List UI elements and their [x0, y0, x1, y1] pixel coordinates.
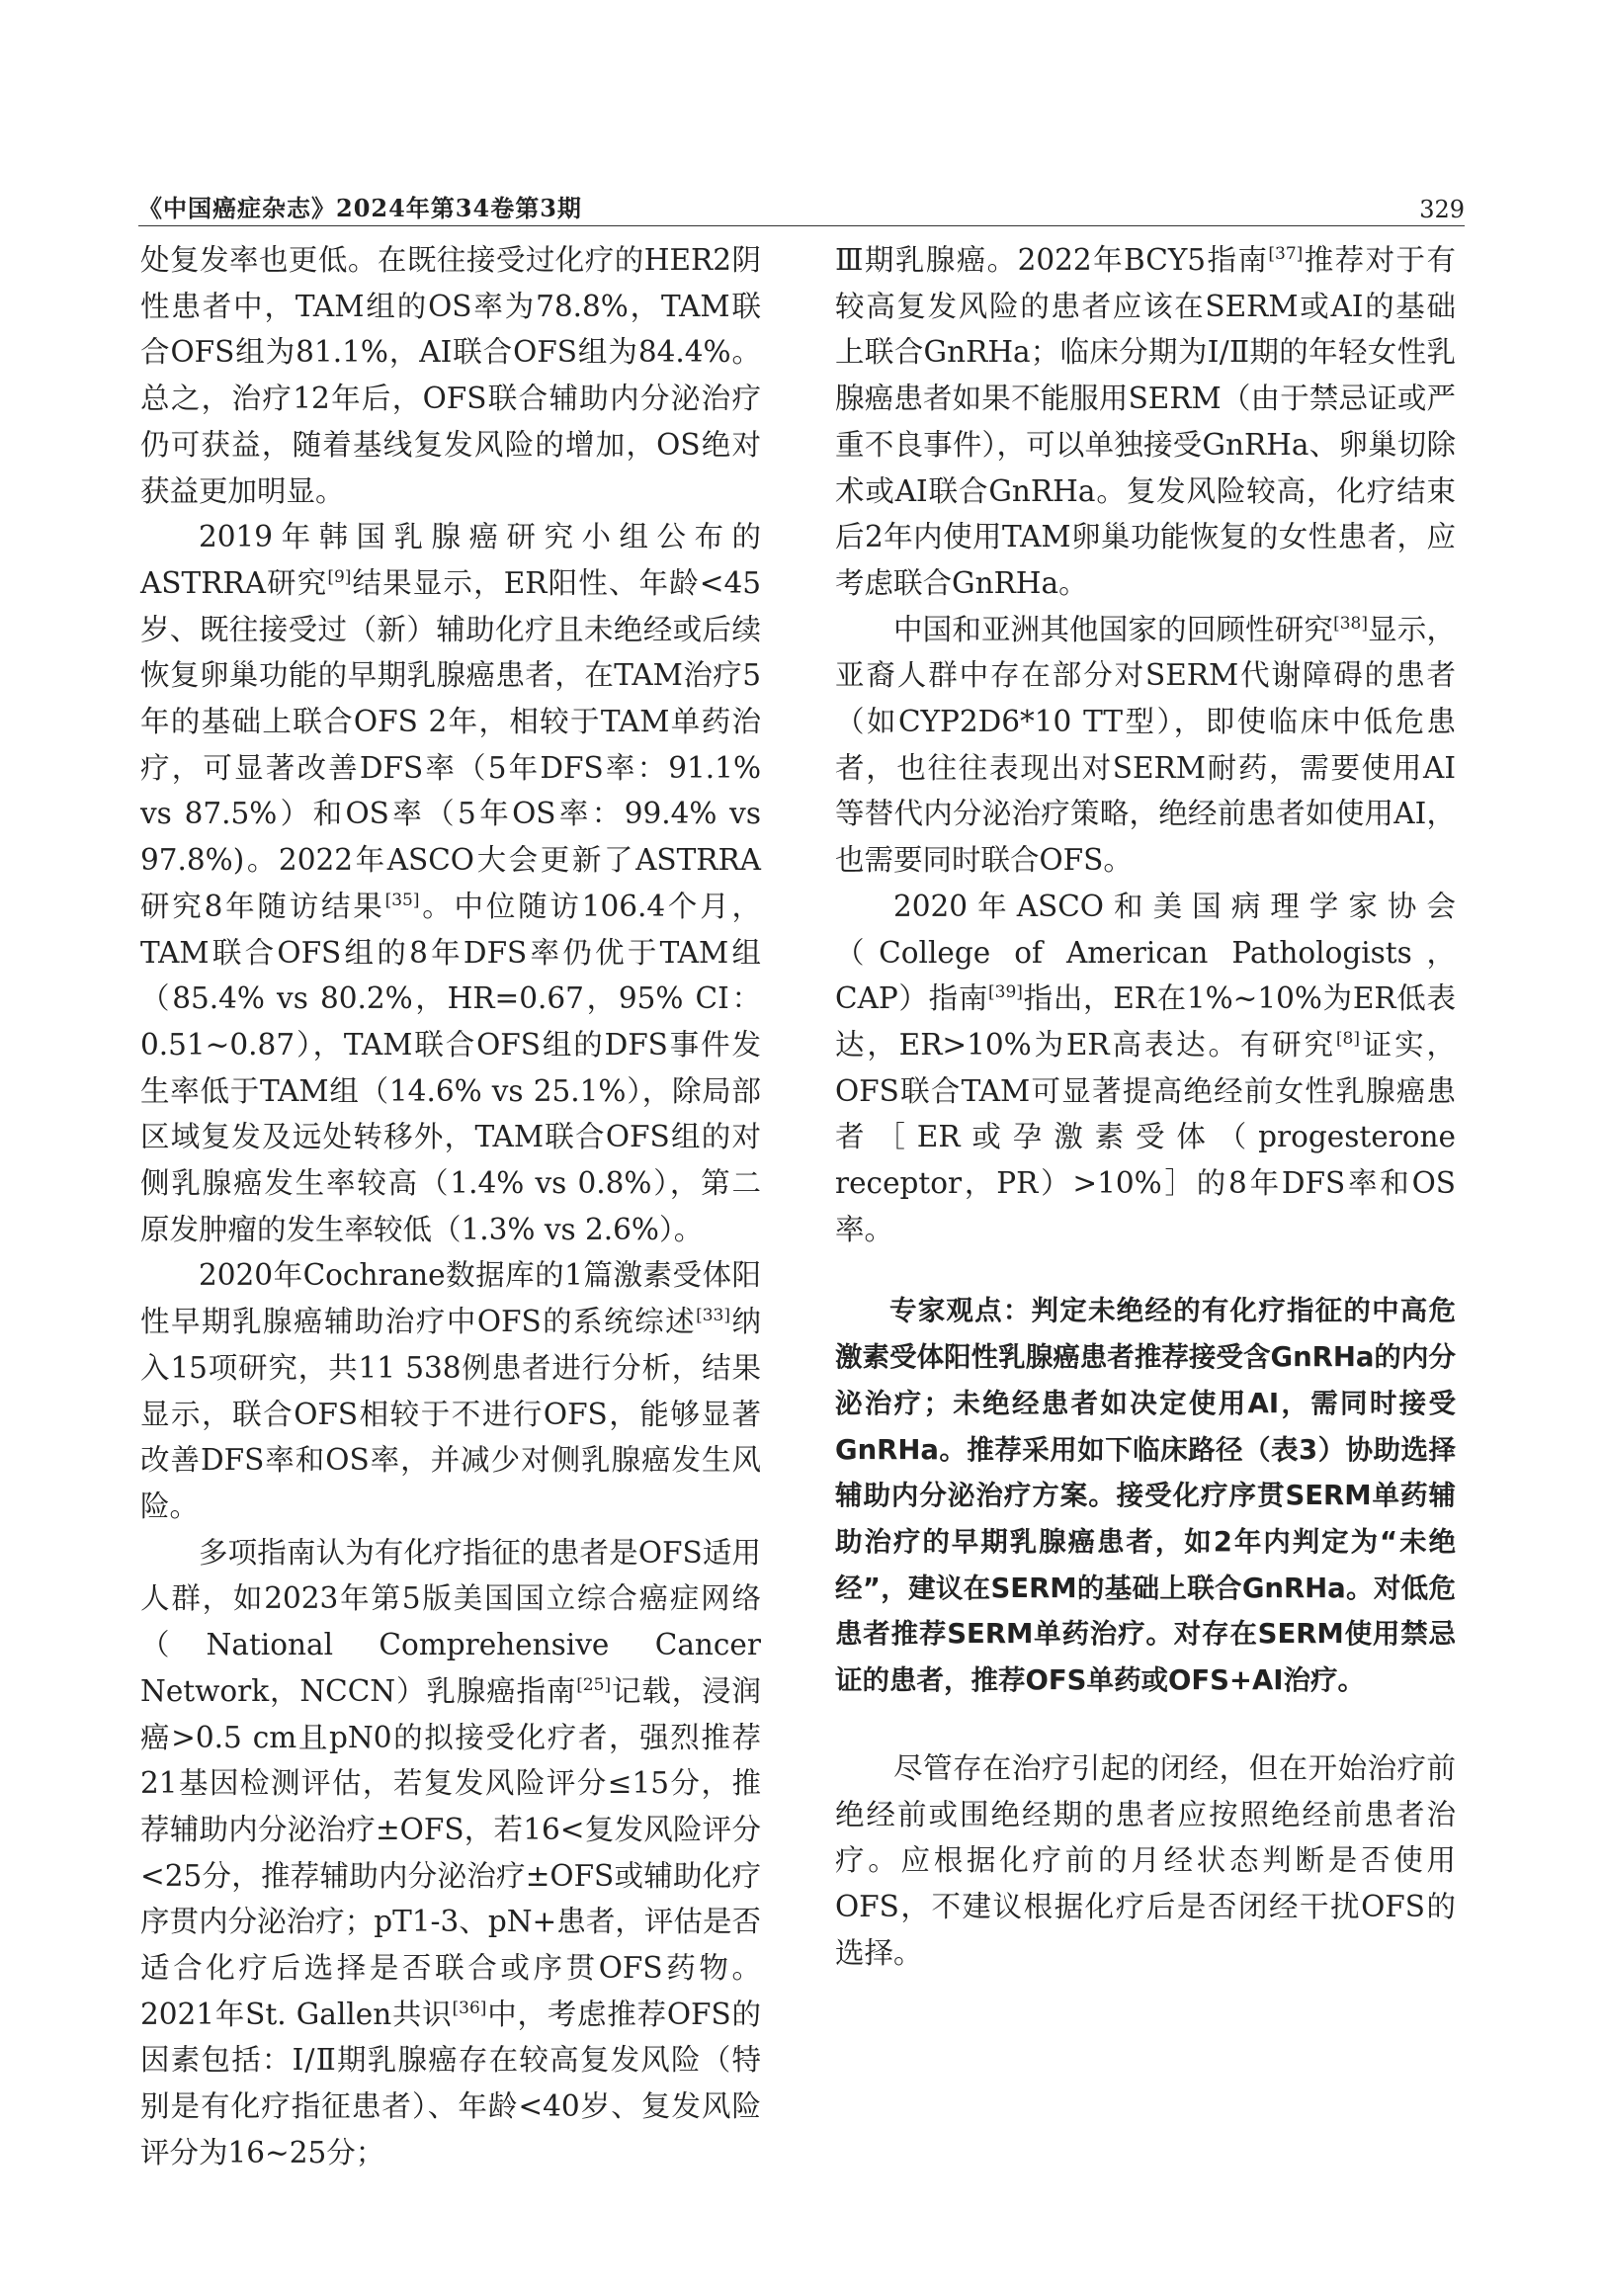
citation-ref: [25]	[576, 1674, 612, 1695]
paragraph-text: 中，考虑推荐OFS的因素包括：Ⅰ/Ⅱ期乳腺癌存在较高复发风险（特别是有化疗指征患者）、年龄<40岁、复发风险评分为16~25分；	[140, 1997, 761, 2169]
paragraph-text: 中国和亚洲其他国家的回顾性研究	[893, 612, 1334, 646]
body-paragraph	[835, 1745, 1456, 1977]
paragraph-text: 2020年Cochrane数据库的1篇激素受体阳性早期乳腺癌辅助治疗中OFS的系统综述	[140, 1258, 761, 1339]
paragraph-text: 推荐对于有较高复发风险的患者应该在SERM或AI的基础上联合GnRHa；临床分期为Ⅰ/Ⅱ期的年轻女性乳腺癌患者如果不能服用SERM（由于禁忌证或严重不良事件），可以单独接受GnRHa、卵巢切除术或AI联合GnRHa。复发风险较高，化疗结束后2年内使用TAM卵巢功能恢复的女性患者，应考虑联合GnRHa。	[835, 243, 1456, 600]
paragraph-gap	[835, 1704, 1456, 1745]
citation-ref: [36]	[452, 1998, 487, 2018]
body-paragraph	[835, 607, 1456, 884]
body-paragraph	[835, 884, 1456, 1253]
paragraph-text: 。中位随访106.4个月，TAM联合OFS组的8年DFS率仍优于TAM组（85.4% vs 80.2%，HR=0.67，95% CI：0.51~0.87），TAM联合OFS组的DFS事件发生率低于TAM组（14.6% vs 25.1%），除局部区域复发及远处转移外，TAM联合OFS组的对侧乳腺癌发生率较高（1.4% vs 0.8%），第二原发肿瘤的发生率较低（1.3% vs 2.6%）。	[140, 889, 761, 1246]
citation-ref: [37]	[1268, 244, 1304, 264]
paragraph-text: 多项指南认为有化疗指征的患者是OFS适用人群，如2023年第5版美国国立综合癌症网络（National Comprehensive Cancer Network，NCCN）乳腺癌指南	[140, 1535, 761, 1708]
expert-opinion-paragraph	[835, 1288, 1456, 1703]
header-divider	[138, 225, 1465, 226]
paragraph-text: Ⅲ期乳腺癌。2022年BCY5指南	[835, 243, 1269, 277]
paragraph-text: 记载，浸润癌>0.5 cm且pN0的拟接受化疗者，强烈推荐21基因检测评估，若复发风险评分≤15分，推荐辅助内分泌治疗±OFS，若16<复发风险评分<25分，推荐辅助内分泌治疗±OFS或辅助化疗序贯内分泌治疗；pT1-3、pN+患者，评估是否适合化疗后选择是否联合或序贯OFS药物。2021年St. Gallen共识	[140, 1673, 761, 2031]
body-paragraph	[140, 1530, 761, 2176]
paragraph-text: 专家观点：判定未绝经的有化疗指征的中高危激素受体阳性乳腺癌患者推荐接受含GnRHa的内分泌治疗；未绝经患者如决定使用AI，需同时接受GnRHa。推荐采用如下临床路径（表3）协助选择辅助内分泌治疗方案。接受化疗序贯SERM单药辅助治疗的早期乳腺癌患者，如2年内判定为“未绝经”，建议在SERM的基础上联合GnRHa。对低危患者推荐SERM单药治疗。对存在SERM使用禁忌证的患者，推荐OFS单药或OFS+AI治疗。	[835, 1295, 1456, 1697]
body-paragraph	[140, 514, 761, 1252]
body-paragraph	[140, 237, 761, 514]
body-paragraph	[835, 237, 1456, 607]
paragraph-text: 指出，ER在1%~10%为ER低表达，ER>10%为ER高表达。有研究	[835, 981, 1457, 1062]
citation-ref: [33]	[696, 1306, 730, 1326]
paragraph-text: 处复发率也更低。在既往接受过化疗的HER2阴性患者中，TAM组的OS率为78.8%，TAM联合OFS组为81.1%，AI联合OFS组为84.4%。总之，治疗12年后，OFS联合辅助内分泌治疗仍可获益，随着基线复发风险的增加，OS绝对获益更加明显。	[140, 243, 761, 508]
citation-ref: [8]	[1335, 1028, 1360, 1049]
paragraph-text: 结果显示，ER阳性、年龄<45岁、既往接受过（新）辅助化疗且未绝经或后续恢复卵巢功能的早期乳腺癌患者，在TAM治疗5年的基础上联合OFS 2年，相较于TAM单药治疗，可显著改善DFS率（5年DFS率：91.1% vs 87.5%）和OS率（5年OS率：99.4% vs 97.8%)。2022年ASCO大会更新了ASTRRA研究8年随访结果	[140, 565, 761, 923]
paragraph-text: 显示，亚裔人群中存在部分对SERM代谢障碍的患者（如CYP2D6*10 TT型），即使临床中低危患者，也往往表现出对SERM耐药，需要使用AI等替代内分泌治疗策略，绝经前患者如使用AI，也需要同时联合OFS。	[835, 612, 1456, 878]
paragraph-text: 尽管存在治疗引起的闭经，但在开始治疗前绝经前或围绝经期的患者应按照绝经前患者治疗。应根据化疗前的月经状态判断是否使用OFS，不建议根据化疗后是否闭经干扰OFS的选择。	[835, 1750, 1456, 1970]
page-number: 329	[1419, 196, 1465, 223]
paragraph-text: 证实，OFS联合TAM可显著提高绝经前女性乳腺癌患者［ER或孕激素受体（progesterone receptor，PR）>10%］的8年DFS率和OS率。	[835, 1027, 1456, 1246]
running-header	[138, 184, 1465, 223]
citation-ref: [38]	[1333, 613, 1368, 634]
citation-ref: [9]	[327, 566, 352, 587]
citation-ref: [39]	[988, 982, 1023, 1003]
paragraph-text: 纳入15项研究，共11 538例患者进行分析，结果显示，联合OFS相较于不进行OFS，能够显著改善DFS率和OS率，并减少对侧乳腺癌发生风险。	[140, 1305, 761, 1523]
paragraph-text: 2019年韩国乳腺癌研究小组公布的ASTRRA研究	[140, 520, 761, 600]
citation-ref: [35]	[384, 890, 420, 910]
body-paragraph	[140, 1252, 761, 1529]
left-column	[140, 237, 761, 2176]
right-column	[835, 237, 1456, 1976]
journal-title: 《中国癌症杂志》2024年第34卷第3期	[138, 194, 582, 222]
paragraph-text: 2020年ASCO和美国病理学家协会（College of American Pathologists，CAP）指南	[835, 889, 1456, 1016]
